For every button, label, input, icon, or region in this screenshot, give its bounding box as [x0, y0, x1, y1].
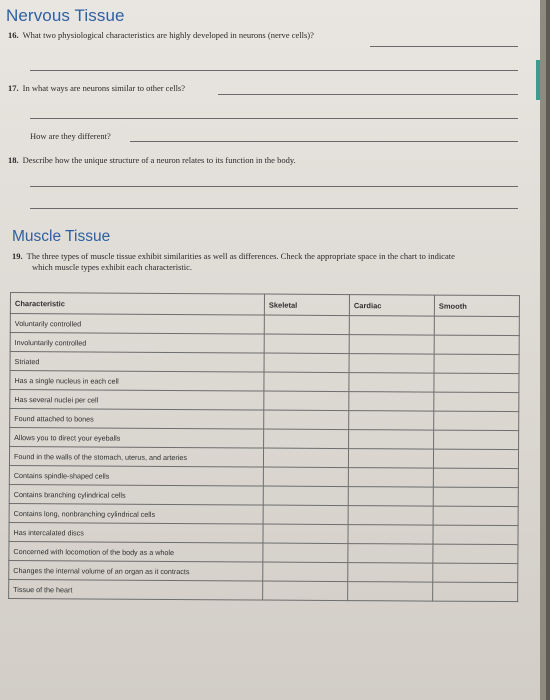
skeletal-checkbox-cell[interactable]	[264, 429, 349, 449]
question-text: What two physiological characteristics are highly developed in neurons (nerve cells)?	[22, 30, 314, 40]
smooth-checkbox-cell[interactable]	[434, 392, 519, 412]
skeletal-checkbox-cell[interactable]	[263, 505, 348, 525]
cardiac-checkbox-cell[interactable]	[349, 392, 434, 412]
characteristic-cell: Changes the internal volume of an organ as it contracts	[9, 560, 263, 581]
cardiac-checkbox-cell[interactable]	[348, 563, 433, 583]
skeletal-checkbox-cell[interactable]	[263, 486, 348, 506]
section-title-muscle: Muscle Tissue	[12, 228, 111, 245]
header-smooth: Smooth	[434, 295, 519, 317]
question-number: 16.	[8, 30, 19, 40]
smooth-checkbox-cell[interactable]	[433, 582, 518, 602]
question-16	[8, 30, 314, 40]
cardiac-checkbox-cell[interactable]	[349, 411, 434, 431]
characteristic-cell: Voluntarily controlled	[10, 314, 264, 335]
skeletal-checkbox-cell[interactable]	[263, 467, 348, 487]
answer-line[interactable]	[30, 186, 518, 187]
question-number: 18.	[8, 155, 19, 165]
characteristic-cell: Contains branching cylindrical cells	[9, 484, 263, 505]
smooth-checkbox-cell[interactable]	[434, 354, 519, 374]
characteristic-cell: Allows you to direct your eyeballs	[10, 428, 264, 449]
question-17	[8, 83, 185, 93]
cardiac-checkbox-cell[interactable]	[348, 449, 433, 469]
question-text: Describe how the unique structure of a neuron relates to its function in the body.	[22, 155, 296, 165]
answer-line[interactable]	[30, 70, 518, 71]
question-number: 17.	[8, 83, 19, 93]
skeletal-checkbox-cell[interactable]	[264, 391, 349, 411]
skeletal-checkbox-cell[interactable]	[263, 448, 348, 468]
binder-tab	[536, 60, 540, 100]
smooth-checkbox-cell[interactable]	[433, 563, 518, 583]
smooth-checkbox-cell[interactable]	[434, 335, 519, 355]
question-17-followup: How are they different?	[30, 131, 111, 141]
skeletal-checkbox-cell[interactable]	[263, 562, 348, 582]
smooth-checkbox-cell[interactable]	[434, 373, 519, 393]
question-number: 19.	[12, 251, 23, 261]
cardiac-checkbox-cell[interactable]	[348, 544, 433, 564]
smooth-checkbox-cell[interactable]	[433, 487, 518, 507]
cardiac-checkbox-cell[interactable]	[349, 373, 434, 393]
answer-line[interactable]	[30, 208, 518, 209]
cardiac-checkbox-cell[interactable]	[348, 525, 433, 545]
characteristic-cell: Concerned with locomotion of the body as a whole	[9, 541, 263, 562]
characteristic-cell: Striated	[10, 352, 264, 373]
smooth-checkbox-cell[interactable]	[434, 316, 519, 336]
smooth-checkbox-cell[interactable]	[434, 411, 519, 431]
question-text: In what ways are neurons similar to other cells?	[22, 83, 186, 93]
muscle-characteristics-table	[8, 292, 520, 602]
skeletal-checkbox-cell[interactable]	[264, 410, 349, 430]
skeletal-checkbox-cell[interactable]	[263, 543, 348, 563]
skeletal-checkbox-cell[interactable]	[264, 353, 349, 373]
answer-line[interactable]	[370, 46, 518, 47]
characteristic-cell: Tissue of the heart	[9, 579, 263, 600]
table-row	[9, 579, 518, 601]
smooth-checkbox-cell[interactable]	[433, 506, 518, 526]
skeletal-checkbox-cell[interactable]	[264, 372, 349, 392]
characteristic-cell: Has a single nucleus in each cell	[10, 371, 264, 392]
characteristic-cell: Found attached to bones	[10, 409, 264, 430]
characteristic-cell: Contains long, nonbranching cylindrical cells	[9, 503, 263, 524]
question-19-line2: which muscle types exhibit each characteristic.	[32, 262, 193, 272]
cardiac-checkbox-cell[interactable]	[349, 430, 434, 450]
smooth-checkbox-cell[interactable]	[433, 449, 518, 469]
header-characteristic: Characteristic	[10, 293, 264, 316]
header-cardiac: Cardiac	[349, 295, 434, 317]
question-18	[8, 155, 296, 165]
cardiac-checkbox-cell[interactable]	[348, 468, 433, 488]
question-19	[12, 251, 455, 261]
answer-line[interactable]	[30, 118, 518, 119]
smooth-checkbox-cell[interactable]	[433, 468, 518, 488]
answer-line[interactable]	[130, 141, 518, 142]
answer-line[interactable]	[218, 94, 518, 95]
cardiac-checkbox-cell[interactable]	[348, 582, 433, 602]
characteristic-cell: Found in the walls of the stomach, uterus, and arteries	[9, 447, 263, 468]
smooth-checkbox-cell[interactable]	[434, 430, 519, 450]
cardiac-checkbox-cell[interactable]	[348, 487, 433, 507]
question-text: The three types of muscle tissue exhibit similarities as well as differences. Check the appropriate space in the chart to indicate	[26, 251, 455, 261]
skeletal-checkbox-cell[interactable]	[263, 581, 348, 601]
header-skeletal: Skeletal	[264, 294, 349, 316]
page-edge-shadow	[540, 0, 546, 700]
characteristic-cell: Involuntarily controlled	[10, 333, 264, 354]
muscle-chart	[8, 292, 520, 638]
cardiac-checkbox-cell[interactable]	[349, 316, 434, 336]
skeletal-checkbox-cell[interactable]	[264, 315, 349, 335]
section-title-nervous: Nervous Tissue	[6, 6, 125, 25]
cardiac-checkbox-cell[interactable]	[348, 506, 433, 526]
skeletal-checkbox-cell[interactable]	[263, 524, 348, 544]
smooth-checkbox-cell[interactable]	[433, 544, 518, 564]
characteristic-cell: Has intercalated discs	[9, 522, 263, 543]
skeletal-checkbox-cell[interactable]	[264, 334, 349, 354]
cardiac-checkbox-cell[interactable]	[349, 335, 434, 355]
smooth-checkbox-cell[interactable]	[433, 525, 518, 545]
characteristic-cell: Contains spindle-shaped cells	[9, 465, 263, 486]
characteristic-cell: Has several nuclei per cell	[10, 390, 264, 411]
cardiac-checkbox-cell[interactable]	[349, 354, 434, 374]
